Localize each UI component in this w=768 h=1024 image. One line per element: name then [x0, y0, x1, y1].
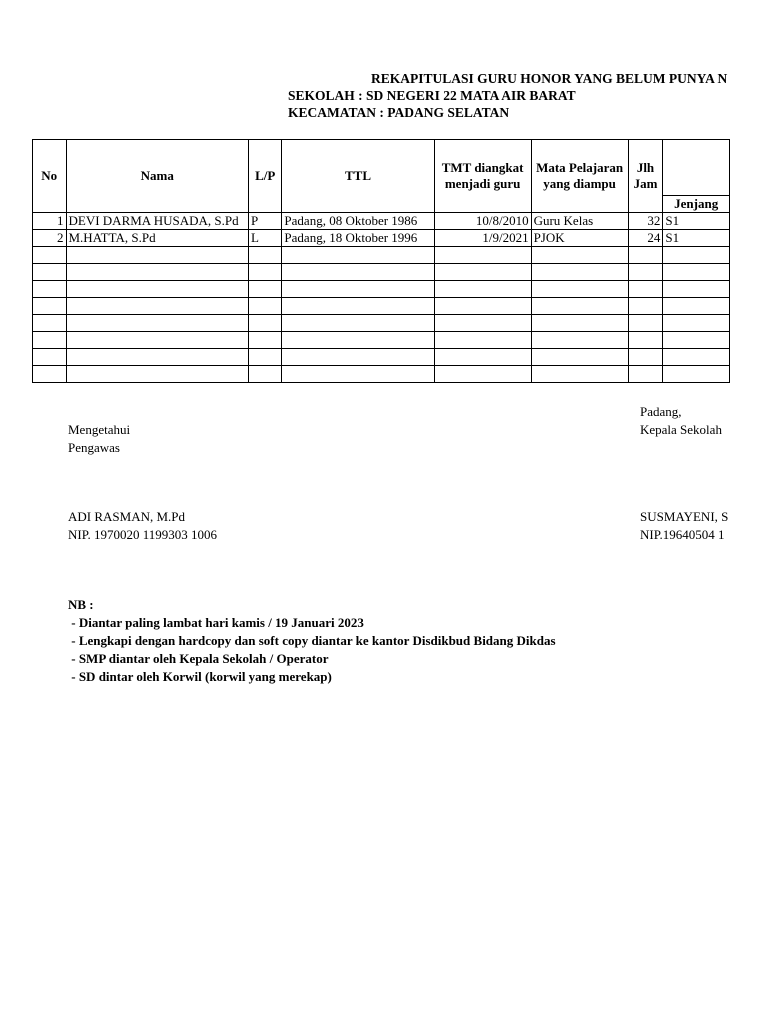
supervisor-nip: NIP. 1970020 1199303 1006: [68, 527, 218, 542]
notes-block: [68, 596, 556, 686]
header-jlh-line2: Jam: [633, 176, 658, 191]
header-mapel-line2: yang diampu: [543, 176, 616, 191]
cell-ttl: Padang, 18 Oktober 1996: [282, 230, 434, 247]
header-lp: L/P: [249, 140, 282, 213]
school-name: SEKOLAH : SD NEGERI 22 MATA AIR BARAT: [288, 88, 576, 103]
empty-row: [33, 315, 730, 332]
teacher-table: [32, 139, 730, 383]
district-name: KECAMATAN : PADANG SELATAN: [288, 105, 510, 120]
cell-lp: L: [249, 230, 282, 247]
cell-nama: DEVI DARMA HUSADA, S.Pd: [66, 213, 249, 230]
cell-tmt: 1/9/2021: [434, 230, 531, 247]
note-item: - Diantar paling lambat hari kamis / 19 Januari 2023: [68, 615, 364, 630]
header-no: No: [33, 140, 67, 213]
cell-no: 2: [33, 230, 67, 247]
empty-row: [33, 281, 730, 298]
note-item: - SMP diantar oleh Kepala Sekolah / Operator: [68, 651, 329, 666]
cell-mapel: Guru Kelas: [531, 213, 628, 230]
cell-jenjang: S1: [663, 213, 730, 230]
cell-no: 1: [33, 213, 67, 230]
header-mapel-line1: Mata Pelajaran: [536, 160, 624, 175]
empty-row: [33, 298, 730, 315]
supervisor-label: Pengawas: [68, 440, 120, 455]
header-tmt-line1: TMT diangkat: [441, 160, 524, 175]
note-item: - SD dintar oleh Korwil (korwil yang merekap): [68, 669, 332, 684]
cell-ttl: Padang, 08 Oktober 1986: [282, 213, 434, 230]
acknowledged-label: Mengetahui: [68, 422, 131, 437]
cell-jenjang: S1: [663, 230, 730, 247]
header-ttl: TTL: [282, 140, 434, 213]
cell-mapel: PJOK: [531, 230, 628, 247]
principal-name: SUSMAYENI, S: [640, 509, 729, 524]
cell-jam: 24: [628, 230, 663, 247]
principal-nip: NIP.19640504 1: [640, 527, 725, 542]
table-row: [33, 230, 730, 247]
empty-row: [33, 247, 730, 264]
note-item: - Lengkapi dengan hardcopy dan soft copy diantar ke kantor Disdikbud Bidang Dikdas: [68, 633, 556, 648]
empty-row: [33, 366, 730, 383]
table-header-row: [33, 140, 730, 196]
empty-row: [33, 332, 730, 349]
document-title: REKAPITULASI GURU HONOR YANG BELUM PUNYA N: [371, 71, 728, 86]
cell-lp: P: [249, 213, 282, 230]
cell-jam: 32: [628, 213, 663, 230]
header-jenjang: Jenjang: [663, 196, 730, 213]
place-date: Padang,: [640, 404, 682, 419]
header-tmt-line2: menjadi guru: [444, 176, 521, 191]
header-jlh-line1: Jlh: [636, 160, 655, 175]
header-tmt: [434, 140, 531, 213]
cell-nama: M.HATTA, S.Pd: [66, 230, 249, 247]
notes-heading: NB :: [68, 597, 94, 612]
table-row: [33, 213, 730, 230]
supervisor-name: ADI RASMAN, M.Pd: [68, 509, 186, 524]
header-nama: Nama: [66, 140, 249, 213]
header-jlh-jam: [628, 140, 663, 213]
principal-label: Kepala Sekolah: [640, 422, 722, 437]
empty-row: [33, 349, 730, 366]
cell-tmt: 10/8/2010: [434, 213, 531, 230]
header-pendidikan-blank: [663, 140, 730, 196]
empty-row: [33, 264, 730, 281]
header-mapel: [531, 140, 628, 213]
